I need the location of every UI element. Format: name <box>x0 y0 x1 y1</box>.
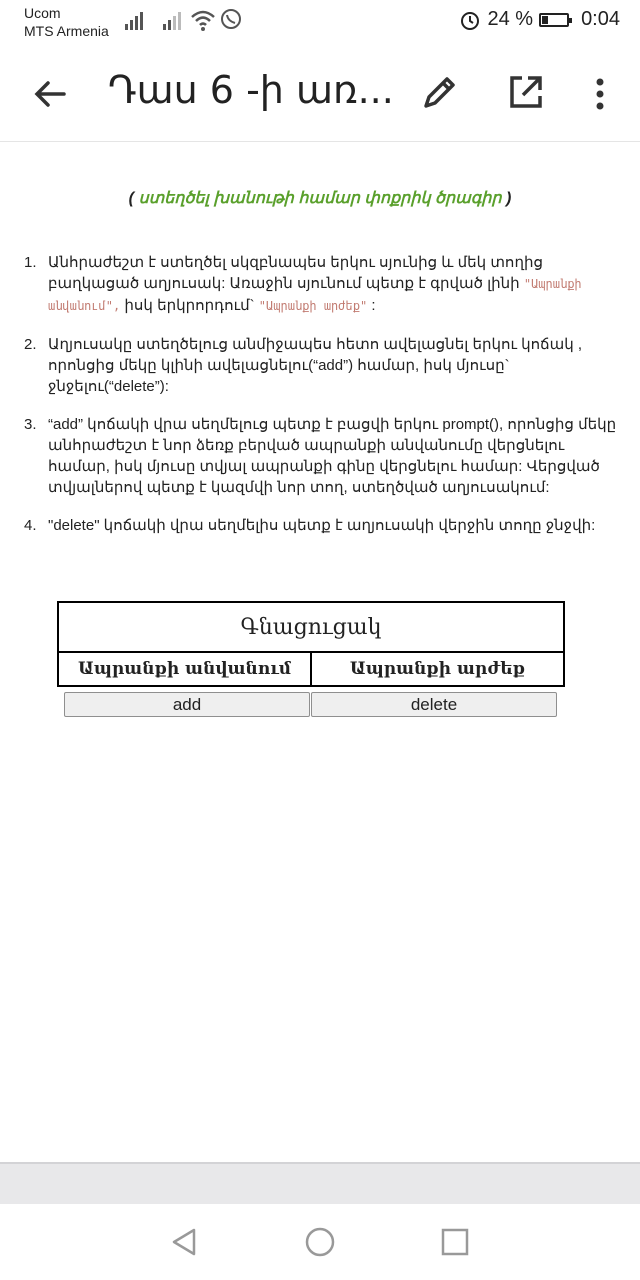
status-bar <box>0 0 640 44</box>
delete-button[interactable]: delete <box>311 692 557 717</box>
back-arrow-icon[interactable] <box>30 74 70 114</box>
code-snippet: "Ապրանքի արժեք" <box>258 299 368 313</box>
column-header-price: Ապրանքի արժեք <box>349 659 526 679</box>
carrier-name-2: MTS Armenia <box>24 23 109 39</box>
task-text: "delete" կոճակի վրա սեղմելիս պետք է աղյուսակի վերջին տողը ջնջվի: <box>48 517 596 534</box>
clock: 0:04 <box>581 8 620 30</box>
battery-fill <box>542 16 548 24</box>
doc-heading <box>0 188 640 208</box>
task-number: 4. <box>24 517 37 534</box>
column-header-name: Ապրանքի անվանում <box>59 653 312 685</box>
table-caption: Գնացուցակ <box>59 603 563 653</box>
nav-back-icon[interactable] <box>166 1224 202 1260</box>
heading-text: ստեղծել խանութի համար փոքրիկ ծրագիր <box>134 190 506 207</box>
task-text: Աղյուսակը ստեղծելուց անմիջապես հետո ավելացնել երկու կոճակ , որոնցից մեկը կլինի ավելացնելու(“add”) համար, իսկ մյուսը` ջնջելու(“delete”): <box>48 336 583 395</box>
signal-icon <box>124 10 148 32</box>
wifi-icon <box>190 8 216 32</box>
code-snippet: "Ապրանքի անվանում", <box>48 277 582 313</box>
signal-icon <box>162 10 186 32</box>
task-text: Անհրաժեշտ է ստեղծել սկզբնապես երկու սյունից և մեկ տողից բաղկացած աղյուսակ: Առաջին սյունում պետք է գրված լինի <box>48 254 543 292</box>
task-number: 3. <box>24 416 37 433</box>
document-title: Դաս 6 -ի առ... <box>108 68 394 112</box>
heading-paren-close: ) <box>505 190 512 207</box>
task-item <box>20 252 620 317</box>
battery-percent: 24 % <box>487 8 534 30</box>
task-list <box>20 252 620 553</box>
task-item <box>20 414 620 498</box>
alarm-icon <box>459 9 481 31</box>
task-item <box>20 515 620 536</box>
viber-icon <box>220 8 242 30</box>
task-text: : <box>367 297 376 314</box>
carrier-info <box>24 4 109 40</box>
heading-paren-open: ( <box>128 190 134 207</box>
price-table <box>57 601 565 687</box>
add-button[interactable]: add <box>64 692 310 717</box>
task-number: 1. <box>24 254 37 271</box>
edit-pencil-icon[interactable] <box>420 72 460 112</box>
more-vert-icon[interactable] <box>588 74 612 114</box>
task-text: իսկ երկրորդում` <box>120 297 259 314</box>
nav-home-icon[interactable] <box>302 1224 338 1260</box>
open-external-icon[interactable] <box>506 72 546 112</box>
task-text: “add” կոճակի վրա սեղմելուց պետք է բացվի երկու prompt(), որոնցից մեկը անհրաժեշտ է նոր ձեռք բերված ապրանքի անվանումը վերցնելու համար, իսկ մյուսը տվյալ ապրանքի գինը վերցնելու համար: Վերցված տվյալներով պետք է կազմվի նոր տող, ստեղծված աղյուսակում: <box>48 416 617 496</box>
nav-recents-icon[interactable] <box>437 1224 473 1260</box>
table-header-row <box>59 653 563 685</box>
system-nav-bar <box>0 1204 640 1280</box>
bottom-divider-band <box>0 1162 640 1204</box>
carrier-name-1: Ucom <box>24 5 61 21</box>
app-bar <box>0 44 640 142</box>
task-item <box>20 334 620 397</box>
task-number: 2. <box>24 336 37 353</box>
battery-icon <box>539 13 569 27</box>
